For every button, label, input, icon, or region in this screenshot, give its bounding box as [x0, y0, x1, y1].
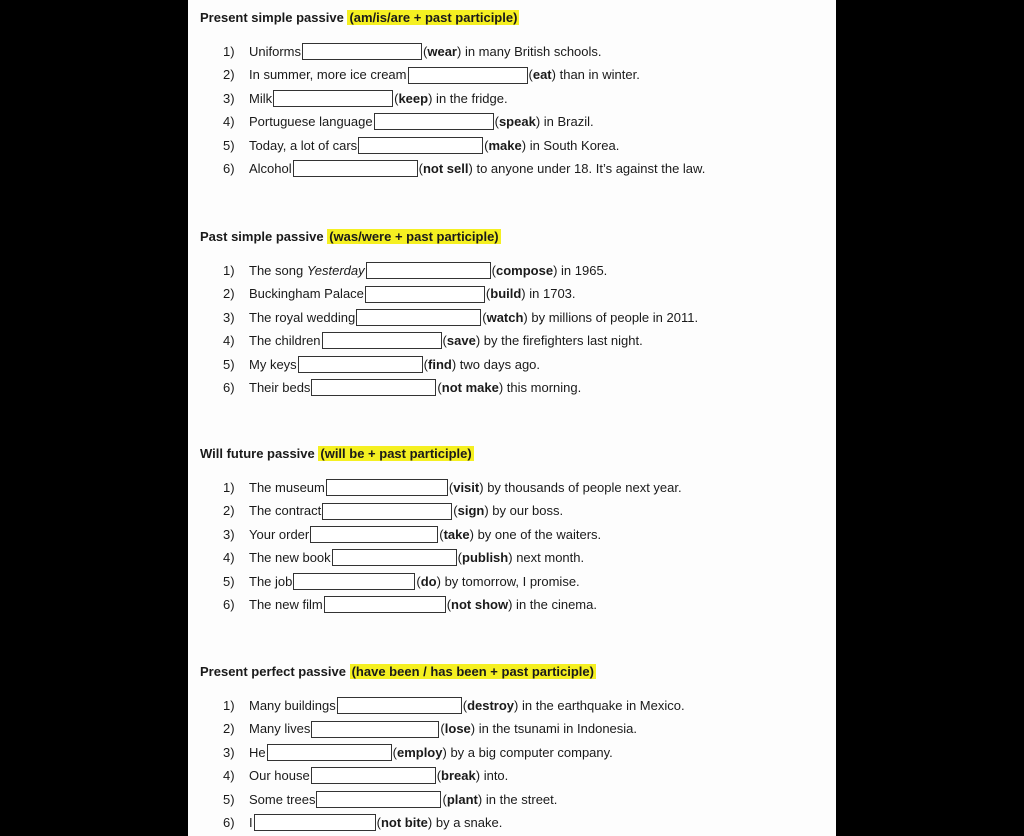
item-number: 3)	[223, 744, 235, 760]
answer-blank[interactable]	[322, 503, 452, 520]
item-sentence	[249, 282, 576, 305]
sentence-start: Their beds	[249, 379, 311, 395]
section-past-simple	[200, 227, 830, 399]
exercise-item	[200, 570, 830, 593]
verb-hint-word: find	[428, 356, 452, 372]
answer-blank[interactable]	[356, 309, 481, 326]
verb-hint: (not make)	[437, 379, 504, 395]
exercise-item	[200, 717, 830, 740]
verb-hint: (plant)	[442, 791, 483, 807]
verb-hint-word: not sell	[422, 160, 469, 176]
section-title-text: Present perfect passive	[200, 664, 346, 679]
sentence-end: in 1703.	[525, 286, 576, 302]
verb-hint: (compose)	[491, 263, 558, 278]
item-number: 3)	[223, 309, 235, 325]
section-title	[200, 444, 830, 464]
verb-hint-word: not show	[451, 596, 509, 612]
verb-hint-word: visit	[453, 480, 480, 495]
verb-hint: (save)	[442, 333, 481, 349]
verb-hint-word: lose	[444, 721, 471, 737]
item-sentence	[249, 134, 619, 157]
item-sentence	[249, 694, 685, 717]
sentence-start: He	[249, 744, 266, 760]
exercise-list	[200, 259, 830, 399]
verb-hint: (wear)	[423, 44, 462, 59]
exercise-item	[200, 87, 830, 110]
item-number: 4)	[223, 333, 235, 349]
exercise-item	[200, 353, 830, 376]
sentence-end: in the earthquake in Mexico.	[518, 698, 685, 713]
sentence-end: by thousands of people next year.	[483, 480, 682, 495]
verb-hint-word: not make	[441, 379, 499, 395]
sentence-end: by a big computer company.	[446, 744, 613, 760]
item-number: 5)	[223, 356, 235, 372]
item-sentence	[249, 306, 698, 329]
answer-blank[interactable]	[298, 356, 423, 373]
sentence-start: The song Yesterday	[249, 263, 365, 278]
answer-blank[interactable]	[326, 479, 448, 496]
answer-blank[interactable]	[365, 286, 485, 303]
item-number: 5)	[223, 137, 235, 153]
exercise-item	[200, 259, 830, 282]
sentence-end: in South Korea.	[526, 137, 620, 153]
verb-hint: (speak)	[494, 114, 541, 130]
section-present-perfect	[200, 662, 830, 834]
answer-blank[interactable]	[293, 160, 418, 177]
verb-hint-word: speak	[498, 114, 536, 130]
verb-hint: (publish)	[457, 550, 513, 566]
section-title-text: Past simple passive	[200, 229, 324, 244]
sentence-end: to anyone under 18. It’s against the law.	[472, 160, 706, 176]
item-sentence	[249, 40, 602, 63]
section-title	[200, 8, 830, 28]
item-sentence	[249, 259, 607, 282]
verb-hint-word: sign	[457, 503, 485, 519]
verb-hint-word: build	[490, 286, 522, 302]
item-number: 1)	[223, 480, 235, 495]
item-number: 4)	[223, 550, 235, 566]
sentence-end: by tomorrow, I promise.	[440, 573, 580, 589]
exercise-item	[200, 282, 830, 305]
verb-hint-word: break	[441, 768, 476, 784]
answer-blank[interactable]	[293, 573, 415, 590]
item-sentence	[249, 476, 682, 499]
sentence-start: Buckingham Palace	[249, 286, 364, 302]
exercise-item	[200, 523, 830, 546]
sentence-start: Uniforms	[249, 44, 302, 59]
item-sentence	[249, 87, 508, 110]
sentence-end: into.	[480, 768, 509, 784]
sentence-start: The royal wedding	[249, 309, 356, 325]
item-sentence	[249, 593, 597, 616]
item-number: 6)	[223, 160, 235, 176]
worksheet-page	[188, 0, 836, 836]
verb-hint: (not show)	[446, 596, 513, 612]
verb-hint-word: keep	[398, 90, 429, 106]
exercise-item	[200, 811, 830, 834]
sentence-end: than in winter.	[555, 67, 640, 83]
item-number: 3)	[223, 90, 235, 106]
sentence-start: Portuguese language	[249, 114, 373, 130]
section-title-text: Will future passive	[200, 446, 315, 461]
sentence-start: My keys	[249, 356, 297, 372]
sentence-start: The children	[249, 333, 321, 349]
item-sentence	[249, 110, 594, 133]
exercise-item	[200, 157, 830, 180]
exercise-item	[200, 694, 830, 717]
verb-hint-word: publish	[462, 550, 509, 566]
answer-blank[interactable]	[332, 549, 457, 566]
item-number: 6)	[223, 379, 235, 395]
sentence-end: by a snake.	[432, 814, 503, 830]
section-will-future	[200, 444, 830, 616]
sentence-end: in many British schools.	[461, 44, 602, 59]
exercise-item	[200, 110, 830, 133]
verb-hint-word: save	[446, 333, 476, 349]
exercise-list	[200, 694, 830, 834]
item-number: 4)	[223, 768, 235, 784]
sentence-start: The new film	[249, 596, 323, 612]
section-title-text: Present simple passive	[200, 10, 344, 25]
item-sentence	[249, 811, 502, 834]
exercise-item	[200, 788, 830, 811]
section-title	[200, 662, 830, 682]
answer-blank[interactable]	[316, 791, 441, 808]
item-number: 2)	[223, 67, 235, 83]
answer-blank[interactable]	[267, 744, 392, 761]
sentence-end: in the tsunami in Indonesia.	[475, 721, 638, 737]
item-sentence	[249, 741, 613, 764]
item-number: 6)	[223, 596, 235, 612]
verb-hint: (sign)	[453, 503, 489, 519]
sentence-start: Milk	[249, 90, 273, 106]
exercise-item	[200, 764, 830, 787]
verb-hint: (not bite)	[376, 814, 433, 830]
item-number: 5)	[223, 573, 235, 589]
answer-blank[interactable]	[366, 262, 491, 279]
sentence-end: two days ago.	[456, 356, 541, 372]
item-sentence	[249, 717, 637, 740]
answer-blank[interactable]	[254, 814, 376, 831]
verb-hint: (employ)	[392, 744, 447, 760]
sentence-start: Alcohol	[249, 160, 292, 176]
exercise-item	[200, 40, 830, 63]
verb-hint: (destroy)	[462, 698, 519, 713]
item-sentence	[249, 523, 601, 546]
answer-blank[interactable]	[302, 43, 422, 60]
item-sentence	[249, 764, 508, 787]
item-number: 4)	[223, 114, 235, 130]
exercise-item	[200, 499, 830, 522]
verb-hint-word: make	[488, 137, 522, 153]
item-sentence	[249, 499, 563, 522]
answer-blank[interactable]	[273, 90, 393, 107]
sentence-end: this morning.	[503, 379, 582, 395]
verb-hint-word: watch	[486, 309, 524, 325]
formula-highlight: (will be + past participle)	[320, 446, 472, 461]
answer-blank[interactable]	[337, 697, 462, 714]
verb-hint: (make)	[484, 137, 527, 153]
verb-hint-word: compose	[496, 263, 554, 278]
formula-highlight: (am/is/are + past participle)	[349, 10, 518, 25]
answer-blank[interactable]	[310, 526, 438, 543]
sentence-end: by the firefighters last night.	[480, 333, 643, 349]
answer-blank[interactable]	[324, 596, 446, 613]
answer-blank[interactable]	[374, 113, 494, 130]
sentence-end: by one of the waiters.	[473, 526, 602, 542]
sentence-start: Many buildings	[249, 698, 336, 713]
item-sentence	[249, 788, 557, 811]
item-number: 2)	[223, 721, 235, 737]
exercise-item	[200, 329, 830, 352]
sentence-end: by our boss.	[488, 503, 564, 519]
exercise-item	[200, 134, 830, 157]
verb-hint-word: do	[420, 573, 437, 589]
item-sentence	[249, 63, 640, 86]
item-number: 3)	[223, 526, 235, 542]
sentence-start: Your order	[249, 526, 310, 542]
verb-hint: (lose)	[440, 721, 476, 737]
answer-blank[interactable]	[408, 67, 528, 84]
exercise-item	[200, 546, 830, 569]
item-number: 5)	[223, 791, 235, 807]
verb-hint: (not sell)	[418, 160, 473, 176]
exercise-list	[200, 476, 830, 616]
verb-hint: (visit)	[448, 480, 484, 495]
answer-blank[interactable]	[311, 379, 436, 396]
verb-hint-word: plant	[446, 791, 478, 807]
verb-hint-word: not bite	[380, 814, 428, 830]
item-sentence	[249, 157, 705, 180]
formula-highlight: (was/were + past participle)	[329, 229, 499, 244]
verb-hint: (watch)	[482, 309, 528, 325]
answer-blank[interactable]	[358, 137, 483, 154]
sentence-start: Many lives	[249, 721, 311, 737]
sentence-start: Today, a lot of cars	[249, 137, 358, 153]
answer-blank[interactable]	[322, 332, 442, 349]
formula-highlight: (have been / has been + past participle)	[351, 664, 594, 679]
sentence-start: The new book	[249, 550, 331, 566]
sentence-end: in the fridge.	[432, 90, 508, 106]
item-number: 1)	[223, 263, 235, 278]
sentence-end: in 1965.	[557, 263, 608, 278]
exercise-item	[200, 63, 830, 86]
verb-hint-word: wear	[427, 44, 457, 59]
exercise-item	[200, 306, 830, 329]
exercise-item	[200, 593, 830, 616]
verb-hint: (eat)	[528, 67, 556, 83]
answer-blank[interactable]	[311, 721, 439, 738]
item-number: 6)	[223, 814, 235, 830]
item-number: 1)	[223, 44, 235, 59]
verb-hint: (build)	[485, 286, 526, 302]
exercise-item	[200, 476, 830, 499]
item-sentence	[249, 376, 581, 399]
item-number: 2)	[223, 503, 235, 519]
item-sentence	[249, 353, 540, 376]
verb-hint: (break)	[436, 768, 481, 784]
section-present-simple	[200, 8, 830, 180]
verb-hint-word: eat	[532, 67, 552, 83]
answer-blank[interactable]	[311, 767, 436, 784]
verb-hint: (find)	[423, 356, 457, 372]
verb-hint: (do)	[416, 573, 441, 589]
sentence-end: next month.	[512, 550, 585, 566]
sentence-start: Some trees	[249, 791, 316, 807]
item-sentence	[249, 546, 584, 569]
verb-hint: (keep)	[394, 90, 433, 106]
item-number: 1)	[223, 698, 235, 713]
sentence-start: The contract	[249, 503, 322, 519]
verb-hint: (take)	[439, 526, 474, 542]
item-number: 2)	[223, 286, 235, 302]
sentence-start: The job	[249, 573, 293, 589]
exercise-item	[200, 376, 830, 399]
sentence-start: In summer, more ice cream	[249, 67, 407, 83]
exercise-item	[200, 741, 830, 764]
sentence-end: by millions of people in 2011.	[527, 309, 699, 325]
sentence-start: I	[249, 814, 253, 830]
item-sentence	[249, 570, 580, 593]
sentence-start: The museum	[249, 480, 325, 495]
sentence-end: in Brazil.	[540, 114, 594, 130]
verb-hint-word: take	[443, 526, 470, 542]
sentence-end: in the cinema.	[512, 596, 597, 612]
sentence-end: in the street.	[482, 791, 558, 807]
item-sentence	[249, 329, 643, 352]
verb-hint-word: destroy	[467, 698, 515, 713]
sentence-start: Our house	[249, 768, 310, 784]
exercise-list	[200, 40, 830, 180]
verb-hint-word: employ	[396, 744, 443, 760]
section-title	[200, 227, 830, 247]
